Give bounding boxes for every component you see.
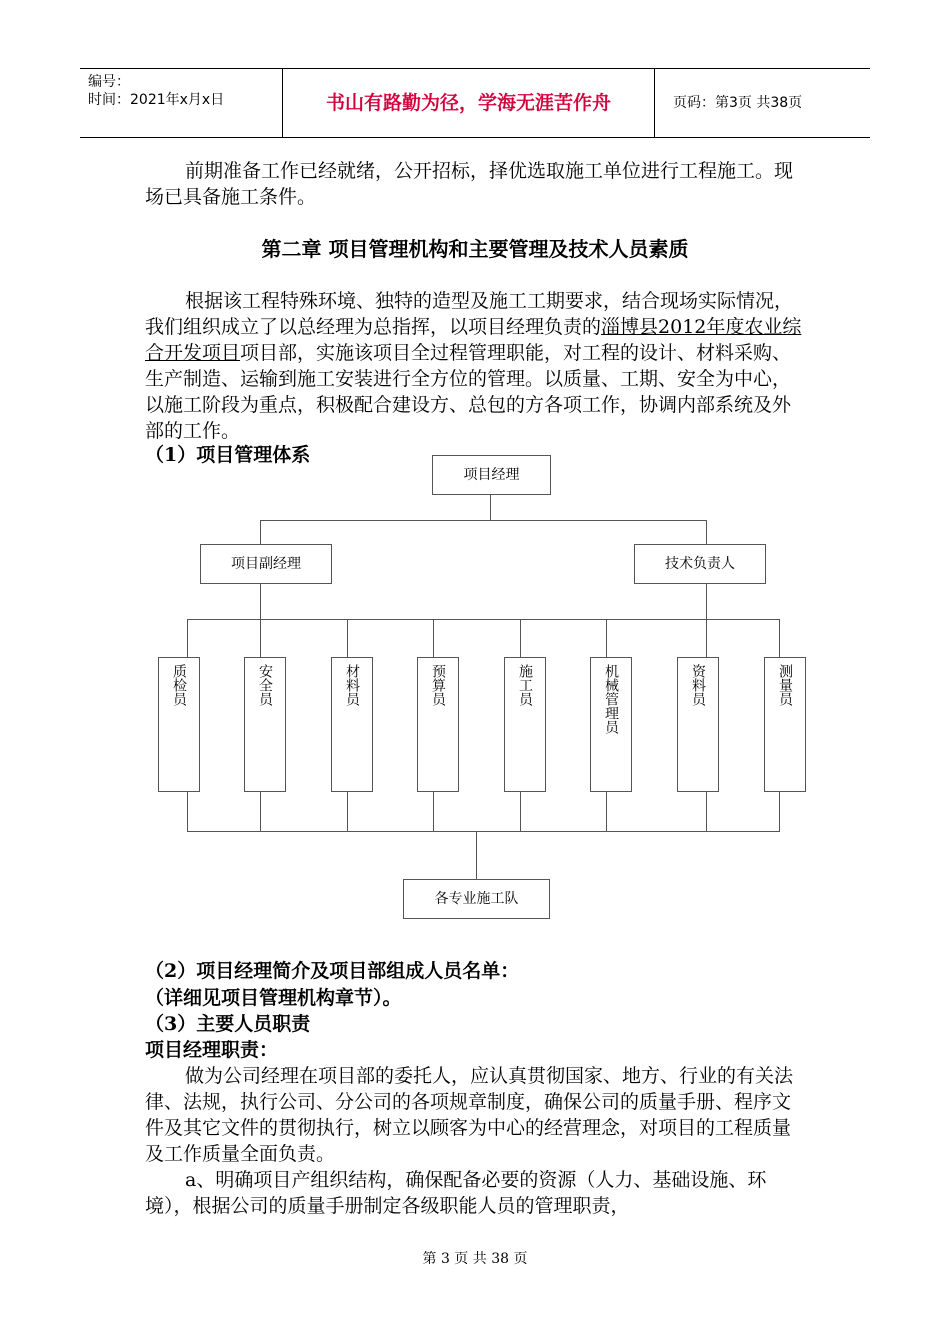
role-box [590,657,632,792]
role-label: 安全员 [257,664,273,706]
role-box [158,657,200,792]
role-label: 资料员 [690,664,706,706]
page-label: 页码：第3页 共38页 [673,95,803,111]
time-label: 时间：2021年x月x日 [88,92,225,108]
item-a-paragraph: a、明确项目产组织结构，确保配备必要的资源（人力、基础设施、环境），根据公司的质量手册制定各级职能人员的管理职责， [145,1169,767,1217]
section-2-heading: （2）项目经理简介及项目部组成人员名单： [145,960,520,982]
section-2-note: （详细见项目管理机构章节）。 [145,987,402,1009]
section-1-heading: （1）项目管理体系 [145,444,311,466]
role-label: 质检员 [171,664,187,706]
org-tech-box: 技术负责人 [634,544,766,584]
org-deputy-box: 项目副经理 [200,544,332,584]
paragraph-part-a: 根据该工程特殊环境、独特的造型及施工工期要求，结合现场实际情况，我们组织成立了以总经理为总指挥，以项目经理负责的 [145,290,794,338]
role-box [504,657,546,792]
role-label: 预算员 [430,664,446,706]
pm-duty-paragraph: 做为公司经理在项目部的委托人，应认真贯彻国家、地方、行业的有关法律、法规，执行公司、分公司的各项规章制度，确保公司的质量手册、程序文件及其它文件的贯彻执行，树立以顾客为中心的经营理念，对项目的工程质量及工作质量全面负责。 [145,1065,794,1165]
section-3-heading: （3）主要人员职责 [145,1013,311,1035]
number-label: 编号： [88,74,130,90]
connector [260,520,261,544]
role-box [764,657,806,792]
org-bottom-box: 各专业施工队 [403,879,550,919]
pm-duty-title: 项目经理职责： [145,1039,279,1061]
connector [260,520,707,521]
role-box [244,657,286,792]
connector [490,494,491,520]
org-top-box: 项目经理 [432,455,551,495]
project-name-link: 淄博县2012年度农业综合开发项目 [145,316,802,364]
role-label: 施工员 [517,664,533,706]
connector [187,831,780,832]
role-box [417,657,459,792]
page-footer: 第 3 页 共 38 页 [422,1251,528,1267]
connector [260,583,261,619]
paragraph-part-b: 项目部，实施该项目全过程管理职能，对工程的设计、材料采购、生产制造、运输到施工安装进行全方位的管理。以质量、工期、安全为中心，以施工阶段为重点，积极配合建设方、总包的方各项工作，协调内部系统及外部的工作。 [145,342,792,442]
connector [187,619,780,620]
chapter-title: 第二章 项目管理机构和主要管理及技术人员素质 [261,237,689,261]
role-label: 材料员 [344,664,360,706]
connector [706,583,707,619]
role-box [331,657,373,792]
role-label: 机械管理员 [603,664,619,734]
intro-paragraph: 前期准备工作已经就绪，公开招标，择优选取施工单位进行工程施工。现场已具备施工条件。 [145,160,794,208]
role-label: 测量员 [777,664,793,706]
role-box [677,657,719,792]
connector [706,520,707,544]
connector [476,831,477,879]
header-motto: 书山有路勤为径，学海无涯苦作舟 [283,69,655,137]
